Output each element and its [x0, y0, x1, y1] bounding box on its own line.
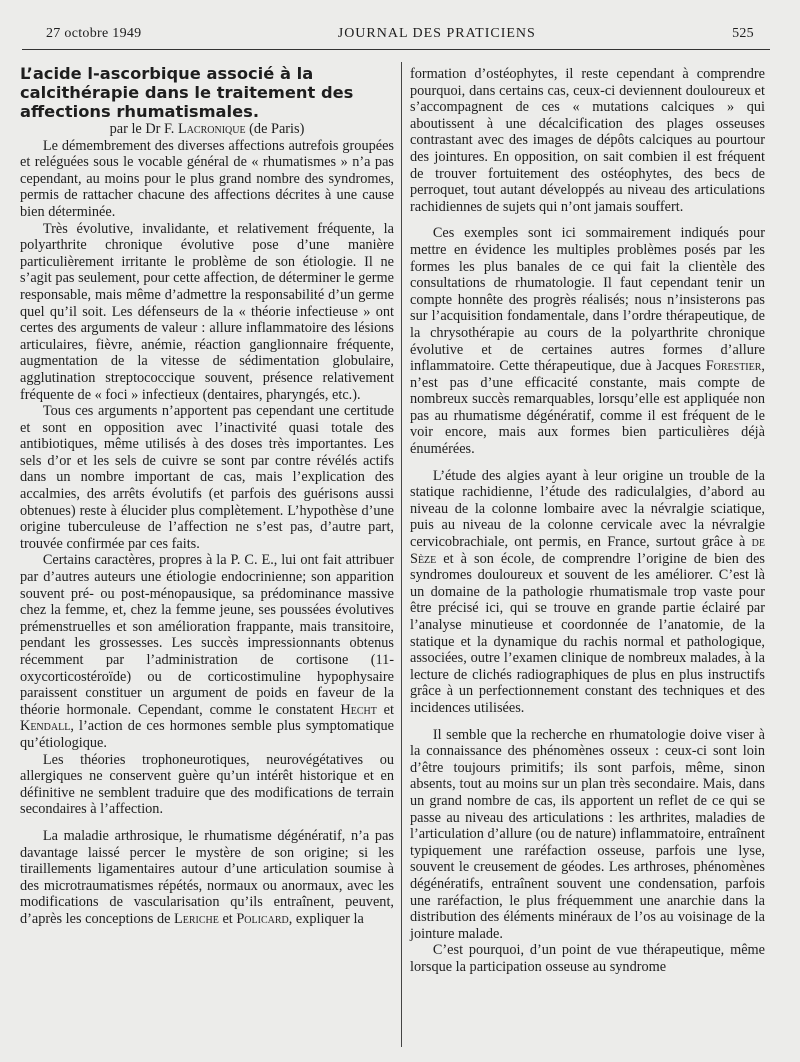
header-date: 27 octobre 1949	[46, 26, 142, 41]
paragraph: Certains caractères, propres à la P. C. E., lui ont fait attribuer par d’autres auteurs une étiologie endocrinienne; son apparition souvent pré- ou post-ménopausique, sa prédominance massive chez la femme, et, chez la femme jeune, ses poussées évolutives prémenstruelles et son amélioration frappante, mais transitoire, pendant les grossesses. Les succès impressionnants obtenus récemment par l’administration de cortisone (11-oxycorticostéroïde) ou de corticostimuline hypophysaire paraissent constituer un argument de poids en faveur de la théorie hormonale. Cependant, comme le constatent Hecht et Kendall, l’action de ces hormones semble plus symptomatique qu’étiologique.	[20, 552, 394, 751]
cited-author: Policard	[236, 910, 289, 927]
paragraph: La maladie arthrosique, le rhumatisme dégénératif, n’a pas davantage laissé percer le mystère de son origine; si les tiraillements ligamentaires autour d’une articulation soumise à des microtraumatismes répétés, normaux ou anormaux, avec les modifications de vascularisation qu’ils entraînent, peuvent, d’après les conceptions de Leriche et Policard, expliquer la	[20, 827, 394, 927]
paragraph: formation d’ostéophytes, il reste cependant à comprendre pourquoi, dans certains cas, ceux-ci deviennent douloureux et s’accompagnent de ces « mutations calciques » qui aboutissent à une décalcification des plages osseuses contrastant avec des images de dépôts calciques au pourtour des jointures. En opposition, on sait combien il est fréquent de trouver fortuitement des ostéophytes, des becs de perroquet, tout autant développés au niveau des articulations rachidiennes de sujets qui n’ont jamais souffert.	[410, 66, 765, 215]
author-name: Lacronique	[177, 121, 246, 137]
paragraph: C’est pourquoi, d’un point de vue thérapeutique, même lorsque la participation osseuse au syndrome	[410, 942, 765, 975]
header-page-number: 525	[732, 26, 754, 41]
paragraph: Les théories trophoneurotiques, neurovégétatives ou allergiques ne conservent guère qu’un intérêt historique et en définitive ne semblent traduire que des modifications de terrain secondaires à l’affection.	[20, 751, 394, 818]
paragraph: Très évolutive, invalidante, et relativement fréquente, la polyarthrite chronique évolutive pose d’une manière particulièrement irritante le problème de son étiologie. Il ne s’agit pas seulement, pour cette affection, de déterminer le germe responsable, mais même d’admettre la responsabilité d’un germe quel qu’il soit. Les défenseurs de la « théorie infectieuse » ont certes des arguments de valeur : allure inflammatoire des lésions articulaires, fièvre, anémie, réaction ganglionnaire fréquente, augmentation de la vitesse de sédimentation globulaire, agglutination streptococcique souvent, présence relativement fréquente de « foci » infectieux (dentaires, pharyngés, etc.).	[20, 220, 394, 403]
article-title: L’acide l-ascorbique associé à la calcithérapie dans le traitement des affections rhumatismales.	[20, 64, 354, 121]
paragraph: Il semble que la recherche en rhumatologie doive viser à la connaissance des phénomènes osseux : ceux-ci sont loin d’être toujours primitifs; ils sont parfois, même, sinon absents, tout au moins sur un plan très secondaire. Mais, dans un grand nombre de cas, ils apportent un reflet de ce qui se passe au niveau des articulations : les arthrites, maladies de l’articulation d’allure (ou de nature) inflammatoire, entraînent typiquement une raréfaction osseuse, parfois une lyse, souvent le creusement de géodes. Les arthroses, phénomènes dégénératifs, entraînent souvent une condensation, parfois une raréfaction, le plus fréquemment une anarchie dans la distribution des éléments minéraux de l’os au voisinage de la jointure malade.	[410, 726, 765, 942]
cited-author: Hecht	[340, 701, 377, 718]
cited-author: Leriche	[174, 910, 219, 927]
header-rule	[22, 49, 770, 50]
column-divider	[401, 62, 402, 1047]
header-journal-title: JOURNAL DES PRATICIENS	[337, 26, 536, 41]
cited-author: de Sèze	[410, 534, 765, 567]
paragraph: Le démembrement des diverses affections autrefois groupées et reléguées sous le vocable général de « rhumatismes » n’a pas cependant, au moins pour le plus grand nombre des syndromes, permis de rattacher chacune des affections décrites à une cause bien déterminée.	[20, 137, 394, 220]
cited-author: Forestier	[705, 358, 762, 375]
cited-author: Kendall	[20, 718, 71, 735]
article-byline: par le Dr F. Lacronique (de Paris)	[109, 121, 305, 137]
paragraph: L’étude des algies ayant à leur origine un trouble de la statique rachidienne, l’étude des radiculalgies, d’abord au niveau de la colonne lombaire avec la névralgie sciatique, puis au niveau de la colonne cervicale avec la névralgie cervicobrachiale, ont permis, en France, surtout grâce à de Sèze et à son école, de comprendre l’origine de bien des syndromes douloureux et souvent de les améliorer. C’est là un domaine de la pathologie rhumatismale trop vaste pour être précisé ici, qui se trouve en grande partie éclairé par l’analyse minutieuse et coordonnée de l’anatomie, de la statique et la dynamique du rachis normal et pathologique, associées, outre l’examen clinique de nombreux malades, à la lecture de clichés radiographiques de plus en plus instructifs grâce à un perfectionnement constant des techniques et des incidences utilisées.	[410, 467, 765, 716]
right-column	[410, 66, 765, 975]
page-header	[46, 26, 754, 46]
paragraph: Ces exemples sont ici sommairement indiqués pour mettre en évidence les multiples problèmes posés par les formes les plus banales de ce qui fait la clientèle des consultations de rhumatologie. Il faut cependant tenir un compte honnête des progrès réalisés; nous n’insisterons pas sur l’acquisition fondamentale, dans l’ordre thérapeutique, de la chrysothérapie au cours de la polyarthrite chronique évolutive et de certaines autres formes d’allure inflammatoire. Cette thérapeutique, due à Jacques Forestier, n’est pas d’une efficacité constante, mais compte de nombreux succès remarquables, lorsqu’elle est appliquée non pas au rhumatisme dégénératif, comme il est fréquent de le voir encore, mais aux formes bien particulières déjà énumérées.	[410, 225, 765, 458]
left-column	[20, 64, 394, 928]
paragraph: Tous ces arguments n’apportent pas cependant une certitude et sont en opposition avec l’inactivité quasi totale des antibiotiques, même utilisés à des doses très importantes. Les sels d’or et les sels de cuivre se sont par contre révélés actifs dans un nombre important de cas, mais l’explication des accalmies, des arrêts évolutifs (et parfois des guérisons aussi obtenues) reste à élucider plus complètement. L’hypothèse d’une origine tuberculeuse de l’affection ne s’est pas, d’autre part, trouvée confirmée par ces faits.	[20, 403, 394, 552]
